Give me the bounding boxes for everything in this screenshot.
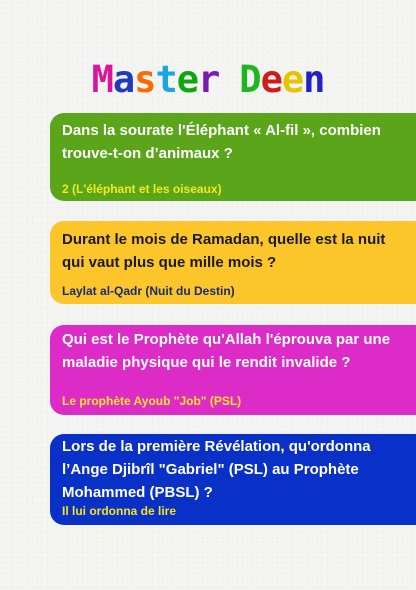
quiz-question: Dans la sourate l'Éléphant « Al-fil », combien trouve-t-on d’animaux ? — [62, 122, 381, 162]
title-letter: D — [239, 58, 261, 101]
title-letter: a — [112, 58, 135, 101]
app-title — [0, 58, 416, 104]
quiz-card-2[interactable] — [50, 221, 416, 304]
title-letter: t — [155, 58, 177, 101]
quiz-question: Lors de la première Révélation, qu'ordonna l’Ange Djibrîl "Gabriel" (PSL) au Prophète Mohammed (PBSL) ? — [62, 438, 371, 501]
title-letter: e — [260, 58, 282, 101]
title-letter: e — [176, 58, 198, 101]
quiz-card-4[interactable] — [50, 434, 416, 525]
title-word-master — [92, 58, 220, 101]
title-letter: e — [281, 58, 304, 101]
title-letter: s — [134, 58, 156, 101]
quiz-answer: Le prophète Ayoub "Job" (PSL) — [62, 394, 242, 408]
quiz-answer: Laylat al-Qadr (Nuit du Destin) — [62, 284, 235, 298]
title-letter: n — [303, 58, 325, 101]
title-letter: r — [198, 58, 220, 101]
quiz-answer: Il lui ordonna de lire — [62, 504, 177, 518]
quiz-card-3[interactable] — [50, 325, 416, 415]
quiz-answer: 2 (L'éléphant et les oiseaux) — [62, 182, 222, 196]
quiz-card-1[interactable] — [50, 113, 416, 201]
title-letter: M — [91, 58, 113, 101]
quiz-question: Qui est le Prophète qu'Allah l'éprouva par une maladie physique qui le rendit invalide ? — [62, 331, 391, 371]
quiz-question: Durant le mois de Ramadan, quelle est la nuit qui vaut plus que mille mois ? — [62, 231, 386, 271]
title-word-deen — [239, 58, 324, 101]
